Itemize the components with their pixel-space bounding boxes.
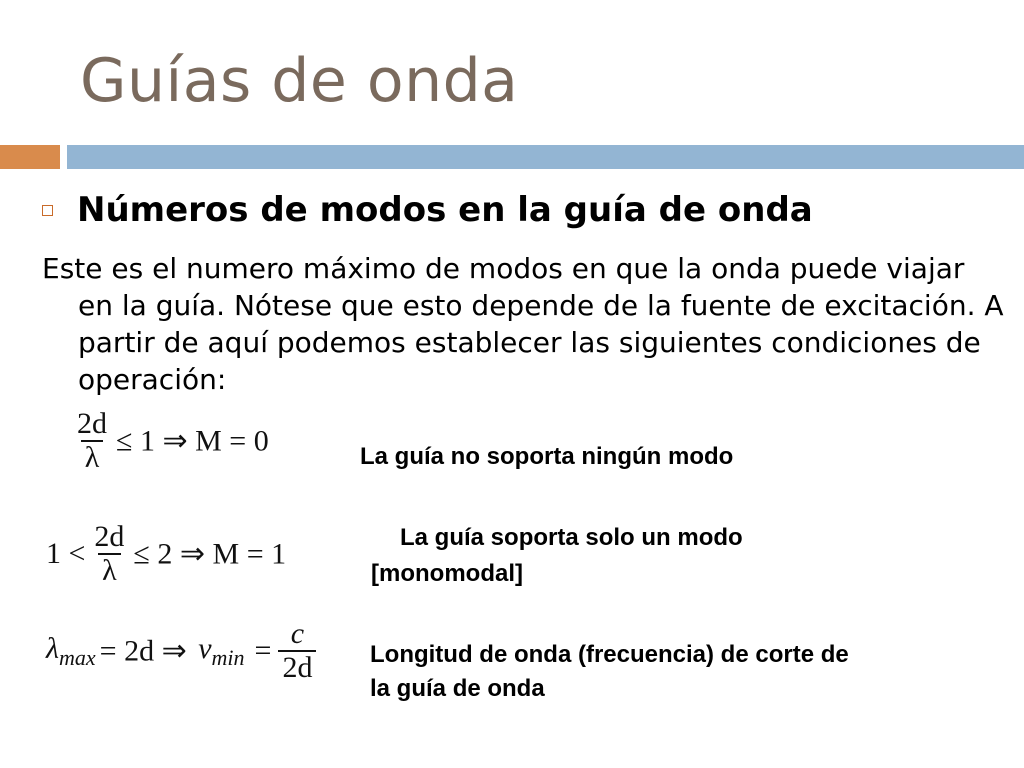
accent-bar-blue [67, 145, 1024, 169]
accent-bar-orange [0, 145, 60, 169]
equation-no-modes [72, 408, 269, 474]
equation-rest: ≤ 1 ⇒ M = 0 [116, 424, 269, 458]
fraction [278, 618, 316, 684]
bullet-heading-row [42, 190, 813, 230]
condition-label-single-mode: La guía soporta solo un modo [400, 524, 743, 551]
equation-rest: ≤ 2 ⇒ M = 1 [133, 537, 287, 571]
condition-label-cutoff-2: la guía de onda [370, 675, 545, 702]
fraction [92, 521, 126, 587]
lambda-symbol: λ [46, 631, 59, 665]
fraction-denominator: 2d [278, 650, 316, 684]
square-bullet-icon [42, 205, 53, 216]
fraction-numerator: 2d [94, 520, 125, 553]
fraction-numerator: 2d [77, 407, 107, 440]
equation-lead: 1 < [46, 537, 86, 570]
fraction-denominator: λ [81, 440, 104, 474]
subscript-max: max [59, 644, 96, 670]
condition-label-cutoff: Longitud de onda (frecuencia) de corte de [370, 641, 849, 668]
condition-label-single-mode-2: [monomodal] [371, 560, 523, 587]
fraction [75, 408, 109, 474]
slide-title: Guías de onda [80, 46, 519, 116]
fraction-numerator: c [290, 617, 305, 650]
equation-middle: = 2d ⇒ [99, 634, 195, 668]
equals-sign: = [254, 634, 272, 667]
body-paragraph: Este es el numero máximo de modos en que la onda puede viajar en la guía. Nótese que esto depende de la fuente de excitación. A partir de aquí podemos establecer las siguientes condiciones de operación: [42, 252, 1004, 396]
condition-label-no-modes: La guía no soporta ningún modo [360, 443, 734, 470]
equation-cutoff [46, 618, 319, 684]
subscript-min: min [211, 644, 245, 670]
fraction-denominator: λ [98, 553, 121, 587]
equation-single-mode [46, 521, 286, 587]
section-heading: Números de modos en la guía de onda [77, 190, 813, 230]
nu-symbol: ν [198, 631, 212, 665]
